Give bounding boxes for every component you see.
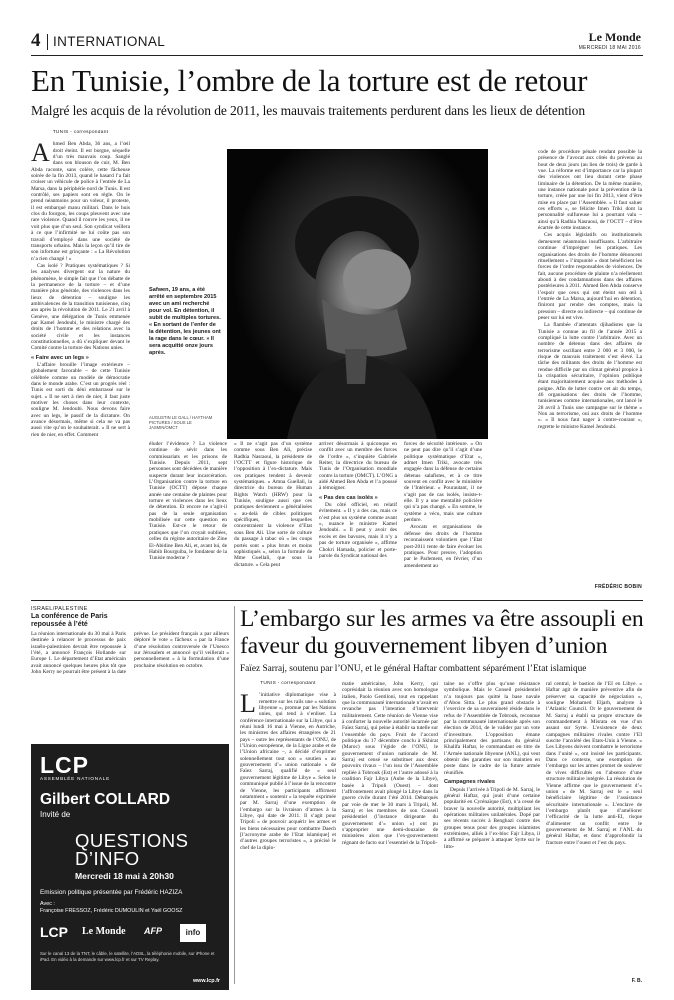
paragraph: Depuis l’arrivée à Tripoli de M. Sarraj, le général Haftar, qui jouit d’une certaine popularité en Cyrénaïque (Est), n’a cessé de braver la nouvelle autorité, multipliant les opérations militaires unilatérales. Dopé par ses récents succès à Benghazi contre des groupes tenus pour des groupes islamistes extrémistes, alliés à l’ex-bloc Fajr Libya, il a affirmé se préparer à attaquer Syrte sur le litto-: [444, 786, 540, 850]
partner-logo-lemonde: Le Monde: [82, 926, 126, 937]
paragraph: La flambée d’attentats djihadistes que la Tunisie a connue au fil de l’année 2015 a compliqué la lutte contre l’arbitraire. Avec un nombre de détenus dans des affaires de terrorisme oscillant entre 2 000 et 3 000, le risque de mauvais traitement s’est élevé. La tâche des militants des droits de l’homme est rendue difficile par un climat général propice à la crispation sécuritaire, l’opinion publique étant majoritairement acquise aux méthodes à poigne. Afin de lutter contre cet air du temps, 46 organisations des droits de l’homme, tunisiennes comme internationales, ont lancé le 28 avril à Tunis une campagne sur le thème « Non au terrorisme, oui aux droits de l’homme ». « Il nous faut nager à contre-courant », regrette le ministre Kamel Jendoubi.: [538, 322, 642, 430]
paragraph: hmed Ben Abda, 36 ans, a l’œil droit éteint. Il est borgne, séquelle d’un très mauvais coup. Sanglé dans son blouson de cuir, M. Ben Abda raconte, sans colère, cette fâcheuse soirée de la fin 2013, quand le hasard l’a fait croiser un véhicule de police à l’entrée de La Marsa, dans la périphérie nord de Tunis. Il est contrôlé, ses papiers sont en règle. On le prend néanmoins pour un voleur, il proteste, il est embarqué manu militari. Dans le huis clos du fourgon, les coups pleuvent avec une rare violence. Quand il rouvre les yeux, il ne voit plus que d’un seul. Son syndicat veillera à ce que l’infirmité ne lui coûte pas son travail d’employé dans une société de transports urbains. Mais la leçon qu’il tire de son infortune est grinçante : « La Révolution n’a rien changé ! »: [31, 141, 130, 262]
partner-logo-afp: AFP: [144, 926, 162, 936]
paragraph: taine ne s’offre plus qu’une résistance symbolique. Mais le Conseil présidentiel n’a toujours pas quitté la base navale d’Abou Sitta. Le plus grand obstacle à l’exercice de sa souveraineté réside dans le refus de l’Assemblée de Tobrouk, reconnue par la communauté internationale après son élection de 2014, de le valider par un vote d’investiture. L’opposition émane principalement des partisans du général Khalifa Haftar, le commandant en titre de l’Armée nationale libyenne (ANL), qui veut obtenir des garanties sur son maintien en poste dans le cadre de la future armée réunifiée.: [444, 681, 540, 776]
section-label: INTERNATIONAL: [53, 34, 166, 49]
lcp-ad: [31, 744, 229, 990]
second-subheadline: Faïez Sarraj, soutenu par l’ONU, et le général Haftar combattent séparément l’Etat islamique: [240, 664, 587, 674]
second-signature: F. B.: [631, 978, 642, 984]
partner-logo-lcp: LCP: [40, 924, 68, 940]
main-dropcap: A: [31, 138, 50, 168]
main-column-4: [319, 441, 397, 591]
brief-text: La réunion internationale du 30 mai à Paris destinée à relancer le processus de paix israélo-palestinien devrait être repoussée à l’été, a annoncé François Hollande sur Europe 1. Le département d’Etat américain avait annoncé quelques heures plus tôt que John Kerry ne pourrait être présent à la date prévue. Le président français a par ailleurs déploré le vote « fâcheux » par la France d’une résolution controversée de l’Unesco sur Jérusalem et annoncé qu’il veillerait « personnellement » à la formulation d’une prochaine résolution en octobre.: [31, 631, 229, 676]
paragraph: code de procédure pénale rendant possible la présence de l’avocat aux côtés du prévenu au bout de deux jours (au lieu de trois) de garde à vue. La réforme est d’importance car la plupart des violences ont lieu durant cette phase liminaire de la détention. De la même manière, une instance nationale pour la prévention de la torture, créée par une loi fin 2013, vient d’être mise en place par l’Assemblée. « Il faut saluer ces efforts », se félicite Imen Triki dont la personnalité sulfureuse lui a pourtant valu – ainsi qu’à Radhia Nasraoui, de l’OCTT – d’être écartée de cette instance.: [538, 149, 642, 232]
second-column-1: [240, 681, 336, 984]
main-photo: [227, 149, 488, 439]
partner-logo-info: info: [180, 924, 206, 942]
paragraph: ’initiative diplomatique vise à remettre sur les rails une « solution libyenne », promue par les Nations unies, qui tend à s’enliser. La conférence internationale sur la Libye, qui a réuni lundi 16 mai à Vienne, en Autriche, les ministres des affaires étrangères de 21 pays – outre les représentants de l’ONU, de l’Union européenne, de la Ligue arabe et de l’Union africaine –, a décidé d’exprimer solennellement tout son « soutien » au gouvernement d’« union nationale » de Faïez Sarraj, qualifié de « seul gouvernement légitime de Libye ». Selon le communiqué publié à l’issue de la rencontre de Vienne, les participants affirment notamment « soutenir » la requête exprimée par M. Sarraj d’une exemption de l’embargo sur la livraison d’armes à la Libye, qui date de 2011. Il s’agit pour Tripoli « de pouvoir acquérir les armes et les biens nécessaires pour combattre Daech [l’acronyme arabe de l’Etat islamique] et d’autres groupes terroristes », a précisé le chef de la diplo-: [240, 692, 336, 851]
ad-invited: Invité de: [40, 810, 71, 819]
paragraph: forces de sécurité intérieure. « On ne peut pas dire qu’il s’agit d’une politique systématique d’Etat », admet Imen Triki, avocate très engagée dans la défense de certains détenus salafistes, et à ce titre souvent en conflit avec le ministère de l’Intérieur. « Pourautant, il ne s’agit pas de cas isolés, insiste-t-elle. Il y a une mentalité policière qui n’a pas changé. » En somme, le système a vécu, mais une culture perdure.: [404, 441, 482, 524]
section-rule: [31, 600, 643, 601]
photo-credit: AUGUSTIN LE GALL / HAYTHAM PICTURES / SOUS LE JASMIN/OMCT: [149, 415, 213, 431]
second-column-4: [546, 681, 642, 977]
paragraph: matie américaine, John Kerry, qui coprésidait la réunion avec son homologue italien, Paolo Gentiloni, tout en rappelant que la communauté internationale n’avait en revanche pas l’intention d’intervenir militairement. Cette réunion de Vienne vise à conforter la nouvelle autorité incarnée par Faïez Sarraj, qui peine à établir sa tutelle sur l’ensemble du pays. Fruit de l’accord politique du 17 décembre conclu à Skhirat (Maroc) sous l’égide de l’ONU, le gouvernement d’union nationale de M. Sarraj est censé se substituer aux deux pouvoirs rivaux – l’un issu de l’Assemblée repliée à Tobrouk (Est) et l’autre adossé à la coalition Fajr Libya (Aube de la Libye), basée à Tripoli (Ouest) – dont l’affrontement avait plongé la Libye dans la guerre civile durant l’été 2014. Débarqués par voie de mer le 30 mars à Tripoli, M. Sarraj et les membres de son Conseil présidentiel (l’instance dirigeante du gouvernement d’« union ») ont pu s’approprier une demi-douzaine de ministères alors que l’ex-gouvernement régnant de facto sur l’essentiel de la Tripoli-: [342, 681, 438, 846]
subhead: « Pas des cas isolés »: [319, 494, 378, 501]
paragraph: éluder l’évidence ? La violence continue de sévir dans les commissariats et les prisons de Tunisie. Depuis 2011, sept personnes sont décédées de manière suspecte durant leur incarcération. L’Organisation contre la torture en Tunisie (OCTT) dépose chaque année une centaine de plaintes pour torture et violences dans les lieux de détention. Et encore ne s’agit-il pas de la seule organisation mobilisée sur cette question en Tunisie. Est-ce le retour de pratiques que l’on croyait oubliées, celles du régime autoritaire de Zine El-Abidine Ben Ali, et, avant lui, de Habib Bourguiba, le fondateur de la Tunisie moderne ?: [149, 441, 227, 562]
second-dropcap: L: [240, 689, 256, 719]
subhead: Campagnes rivales: [444, 779, 495, 786]
subhead: « Faire avec un legs »: [31, 354, 89, 361]
brief-title: La conférence de Paris repoussée à l’été: [31, 613, 108, 628]
ad-show-line1: QUESTIONS: [75, 830, 189, 851]
second-column-3: [444, 681, 540, 984]
brief-box: [31, 606, 229, 738]
paragraph: ral central, le bastion de l’EI en Libye. « Haftar agit de manière préventive afin de préserver sa capacité de négociation », souligne Mohamed Eljarh, analyste à l’Atlantic Council. Or le gouvernement de M. Sarraj a établi sa propre structure de commandement à Misrata en vue d’un assaut sur Syrte. L’existence de deux campagnes militaires rivales contre l’EI suscite l’anxiété des Etats-Unis à Vienne. « Les Libyens doivent combattre le terrorisme dans l’unité », ont insisté les participants. Dans ce contexte, une exemption de l’embargo sur les armes promet de soulever de vives difficultés en l’absence d’une structure militaire intégrée. La résolution de Vienne affirme que le gouvernement d’« union » de M. Sarraj est le « seul bénéficiaire légitime de l’assistance sécuritaire internationale ». L’enclave de l’embargo plutôt que d’améliorer l’efficacité de la lutte anti-EI, risque d’alimenter un conflit entre le gouvernement de M. Sarraj et l’ANL du général Haftar, et donc d’approfondir la fracture entre l’ouest et l’est du pays.: [546, 681, 642, 846]
paragraph: arriver désormais à quiconque en conflit avec un membre des forces de l’ordre », s’inquiète Gabriele Reiter, la directrice du bureau de Tunis de l’Organisation mondiale contre la torture (OMCT). L’ONG a aidé Ahmed Ben Abda et l’a poussé à témoigner.: [319, 441, 397, 492]
paragraph: Ces acquis législatifs ou institutionnels demeurent néanmoins insuffisants. L’arbitraire continue d’imprégner les pratiques. Les organisations des droits de l’homme dénoncent rituellement « l’impunité » dont bénéficient les forces de l’ordre responsables de violences. De fait, aucune procédure de plainte n’a réellement abouti à des condamnations dans des affaires postérieures à 2011. Ahmed Ben Abda conserve l’espoir que ceux qui ont éteint son œil à l’entrée de La Marsa, aujourd’hui en détention, finiront par rendre des comptes, mais la pression – directe ou indirecte – qui continue de peser sur lui est vive.: [538, 232, 642, 321]
main-subheadline: Malgré les acquis de la révolution de 2011, les mauvais traitements perdurent dans les lieux de détention: [31, 103, 585, 118]
second-column-2: [342, 681, 438, 984]
partner-logos: [40, 922, 220, 946]
paragraph: Du côté officiel, en relatif évitement. « Il y a des cas, mais ce n’est plus un système comme avant », nuance le ministre Kamel Jendoubi. « Il peut y avoir des excès et des bavures, mais il n’y a pas de torture organisée », affirme Chokri Hamada, policier et porte-parole du Syndicat national des: [319, 502, 397, 559]
portrait-image: [227, 149, 488, 439]
main-dateline: TUNIS - correspondant: [52, 130, 109, 135]
main-column-6: [538, 149, 642, 583]
ad-presenter: Emission politique présentée par Frédéric HAZIZA: [40, 889, 183, 896]
second-divider: [234, 606, 235, 984]
ad-airtime: Mercredi 18 mai à 20h30: [75, 871, 174, 881]
main-column-1: [31, 130, 130, 592]
second-headline: L’embargo sur les armes va être assoupli en faveur du gouvernement libyen d’union: [240, 606, 644, 659]
second-dateline: TUNIS - correspondant: [260, 681, 316, 686]
page-number: 4: [31, 30, 41, 51]
main-column-2: [149, 441, 227, 591]
paragraph: Cas isolé ? Pratiques systématiques ? Si les analyses divergent sur la nature du phénomène, le simple fait que l’on débatte de la permanence de la torture – et d’une manière plus générale, des violences dans les lieux de détention – souligne les ambivalences de la transition tunisienne, cinq ans après la révolution de 2011. Le 21 avril à Genève, une délégation de Tunis emmenée par Kamel Jendoubi, le ministre chargé des droits de l’homme et des relations avec la société civile et les instances constitutionnelles, a dû s’expliquer devant le Comité contre la torture des Nations unies.: [31, 262, 130, 352]
header-divider: [47, 34, 48, 50]
lcp-logo-sub: ASSEMBLÉE NATIONALE: [40, 776, 111, 781]
photo-caption: Safwen, 19 ans, a été arrêté en septembre 2015 avec un ami recherché pour vol. En détention, il subit de multiples tortures. « En sortant de l’enfer de la détention, les jeunes ont la rage dans le cœur. » Il sera acquitté onze jours après.: [149, 287, 221, 356]
paragraph: L’affaire brouille l’image extérieure – globalement favorable – de cette Tunisie célébrée comme un modèle de démocratie dans le monde arabe. C’est un progrès réel : Tunis est sorti du déni embarrassé sur le sujet. « Il ne sert à rien de nier, il faut juste motiver les choses dans leur contexte, souligne M. Jendoubi. Nous devons faire avec un legs, le passif de la dictature. On avance désormais, même si cela ne va pas aussi vite qu’on le souhaiterait. » Il ne sert à rien de nier, en effet. Comment: [31, 362, 130, 438]
main-signature: FRÉDÉRIC BOBIN: [594, 584, 642, 590]
paragraph: « Il ne s’agit pas d’un système comme sous Ben Ali, précise Radhia Nasraoui, la présidente de l’OCTT et figure historique de l’opposition à l’ex-dictature. Mais ces pratiques tendent à devenir systématiques. » Amna Guellali, la directrice du bureau de Human Rights Watch (HRW) pour la Tunisie, souligne aussi que ces pratiques deviennent « généralisées » au-delà de cibles politiques spécifiques, lesquelles concentraient la violence d’Etat sous Ben Ali. Une sorte de culture du passage à tabac où « les coups portés sont « plus bruts et moins sophistiqués », selon la formule de Mme Guellali, que sous la dictature. « Cela peut: [234, 441, 312, 568]
main-column-5: [404, 441, 482, 591]
lcp-logo: LCP: [40, 752, 89, 778]
ad-with-names: Françoise FRESSOZ, Frédéric DUMOULIN et Yaël GOOSZ: [40, 908, 183, 914]
main-headline: En Tunisie, l’ombre de la torture est de retour: [31, 63, 588, 98]
header-rule: [31, 55, 643, 56]
brief-kicker: ISRAËL/PALESTINE: [31, 606, 88, 612]
main-column-3: [234, 441, 312, 591]
ad-footer: Sur le canal 13 de la TNT, le câble, le satellite, l’ADSL, la téléphonie mobile, sur iPhone et iPad. En vidéo à la demande sur www.lcp.fr et sur TV Replay.: [40, 951, 215, 962]
ad-url: www.lcp.fr: [192, 978, 220, 984]
ad-with-label: Avec :: [40, 901, 55, 907]
paragraph: Avocats et organisations de défense des droits de l’homme reconnaissent volontiers que l’Etat post-2011 tente de faire évoluer les pratiques. Pour preuve, l’adoption par le Parlement, en février, d’un amendement au: [404, 524, 482, 569]
masthead: Le Monde: [588, 30, 641, 44]
page-date: MERCREDI 18 MAI 2016: [578, 45, 641, 51]
ad-show-line2: D’INFO: [75, 848, 140, 869]
ad-guest: Gilbert COLLARD: [40, 791, 171, 808]
